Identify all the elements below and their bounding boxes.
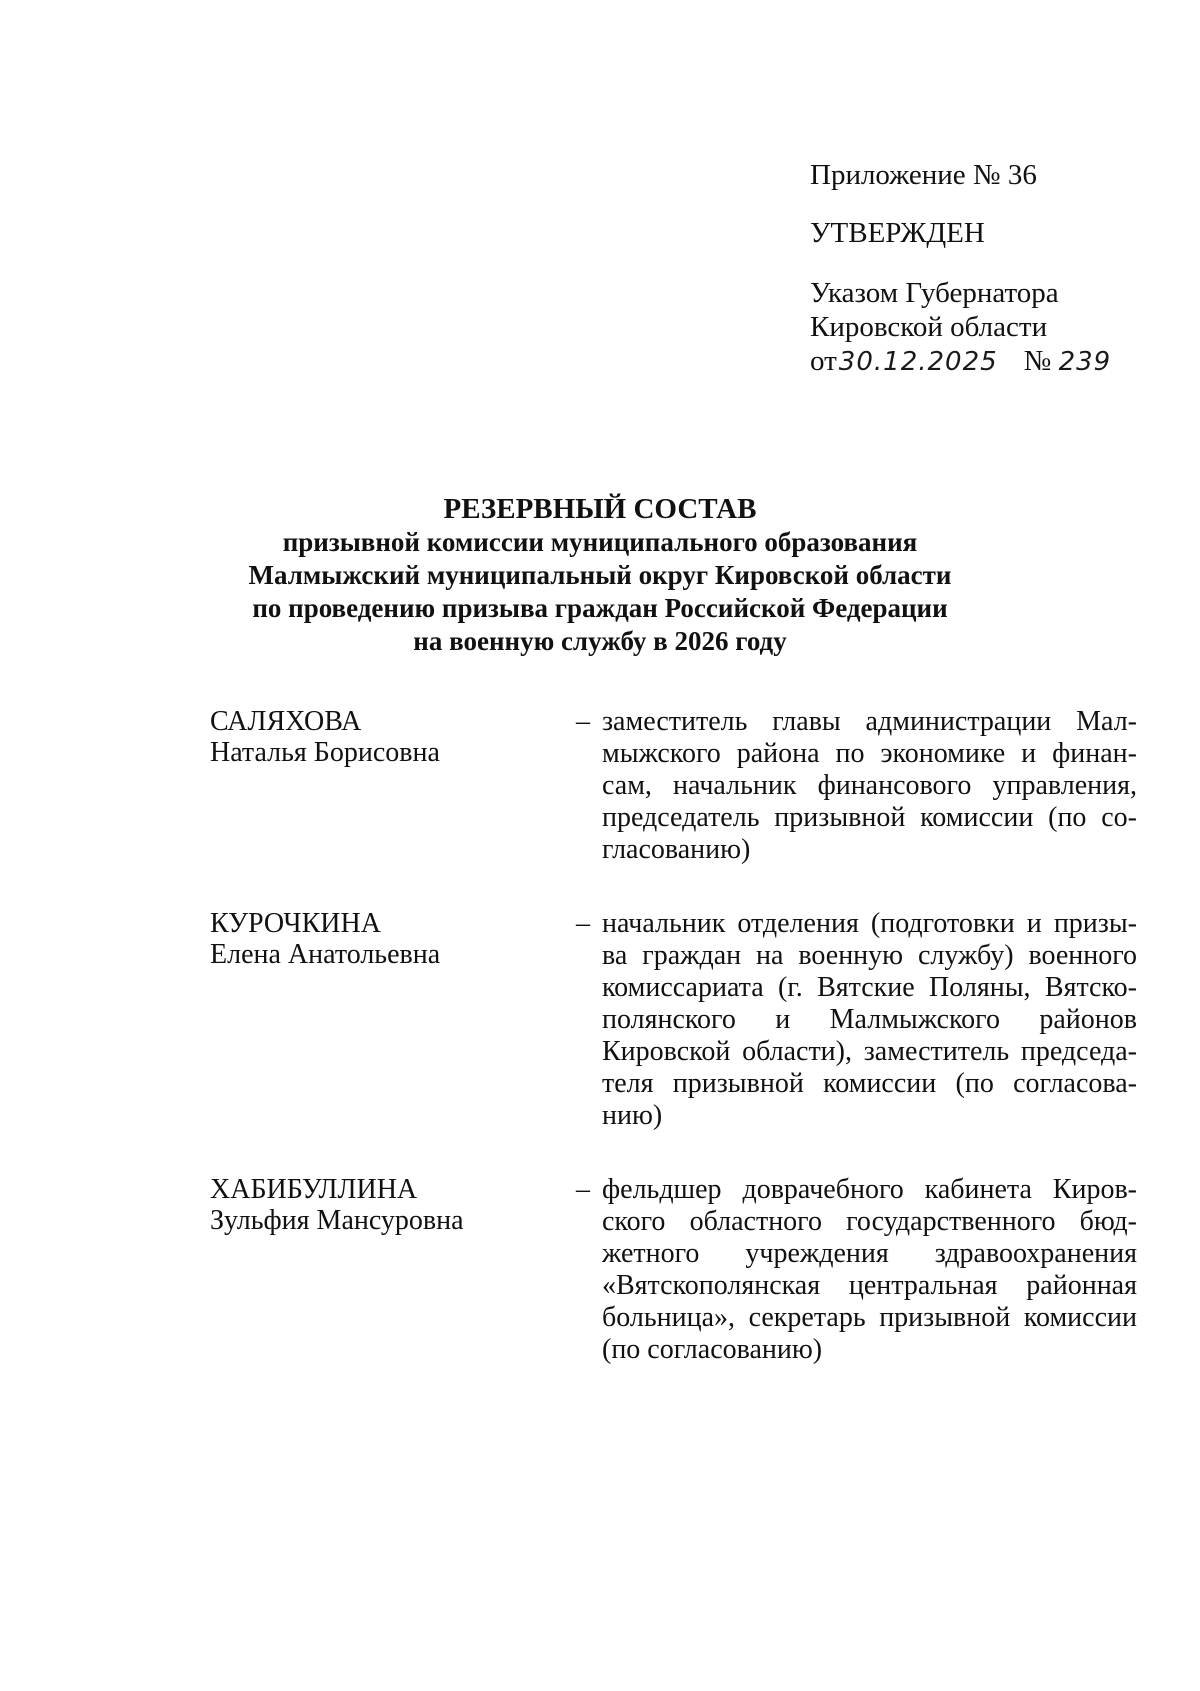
approved-label: УТВЕРЖДЕН <box>810 217 985 249</box>
member-entry <box>210 908 1137 1132</box>
position-line: мыжского района по экономике и финан- <box>602 738 1137 769</box>
position-line: «Вятскополянская центральная районная <box>602 1270 1137 1301</box>
member-entry <box>210 706 1137 866</box>
position-line: председатель призывной комиссии (по со- <box>602 802 1137 833</box>
member-name <box>210 706 550 866</box>
position-line: ского областного государственного бюд- <box>602 1206 1137 1237</box>
title-line-4: по проведению призыва граждан Российской Федерации <box>252 593 948 623</box>
member-surname: САЛЯХОВА <box>210 706 362 737</box>
member-given-name: Елена Анатольевна <box>210 939 441 970</box>
member-surname: КУРОЧКИНА <box>210 908 381 939</box>
member-name <box>210 908 550 1132</box>
appendix-label: Приложение № 36 <box>810 159 1037 191</box>
position-line: Кировской области), заместитель председа- <box>602 1036 1137 1067</box>
position-line: нию) <box>602 1100 663 1131</box>
decree-line-2: Кировской области <box>810 311 1048 343</box>
decree-line-1: Указом Губернатора <box>810 277 1059 309</box>
member-dash: – <box>576 908 590 939</box>
title-line-3: Малмыжский муниципальный округ Кировской области <box>248 560 952 590</box>
position-line: теля призывной комиссии (по согласова- <box>602 1068 1137 1099</box>
position-line: фельдшер доврачебного кабинета Киров- <box>602 1174 1137 1205</box>
member-position <box>602 706 1137 866</box>
position-line: больница», секретарь призывной комиссии <box>602 1302 1137 1333</box>
member-dash: – <box>576 1174 590 1205</box>
member-name <box>210 1174 550 1366</box>
position-line: начальник отделения (подготовки и призы- <box>602 908 1137 939</box>
number-prefix: № <box>1023 345 1052 377</box>
member-position <box>602 1174 1137 1366</box>
member-given-name: Наталья Борисовна <box>210 737 440 768</box>
member-surname: ХАБИБУЛЛИНА <box>210 1174 418 1205</box>
title-line-5: на военную службу в 2026 году <box>413 626 787 656</box>
position-line: ва граждан на военную службу) военного <box>602 940 1137 971</box>
position-line: жетного учреждения здравоохранения <box>602 1238 1137 1269</box>
member-given-name: Зульфия Мансуровна <box>210 1205 464 1236</box>
position-line: гласованию) <box>602 834 751 865</box>
position-line: комиссариата (г. Вятские Поляны, Вятско- <box>602 972 1137 1003</box>
decree-date-line <box>810 344 1150 379</box>
member-entry <box>210 1174 1137 1366</box>
document-title <box>120 493 1080 658</box>
position-line: полянского и Малмыжского районов <box>602 1004 1137 1035</box>
title-line-2: призывной комиссии муниципального образования <box>282 527 918 557</box>
handwritten-number: 239 <box>1058 347 1112 377</box>
position-line: заместитель главы администрации Мал- <box>602 706 1137 737</box>
position-line: сам, начальник финансового управления, <box>602 770 1137 801</box>
position-line: (по согласованию) <box>602 1334 823 1365</box>
date-prefix: от <box>810 345 837 377</box>
member-position <box>602 908 1137 1132</box>
members-list <box>210 706 1137 1408</box>
title-line-1: РЕЗЕРВНЫЙ СОСТАВ <box>443 493 757 525</box>
member-dash: – <box>576 706 590 737</box>
handwritten-date: 30.12.2025 <box>838 347 998 377</box>
approval-block <box>810 158 1150 379</box>
